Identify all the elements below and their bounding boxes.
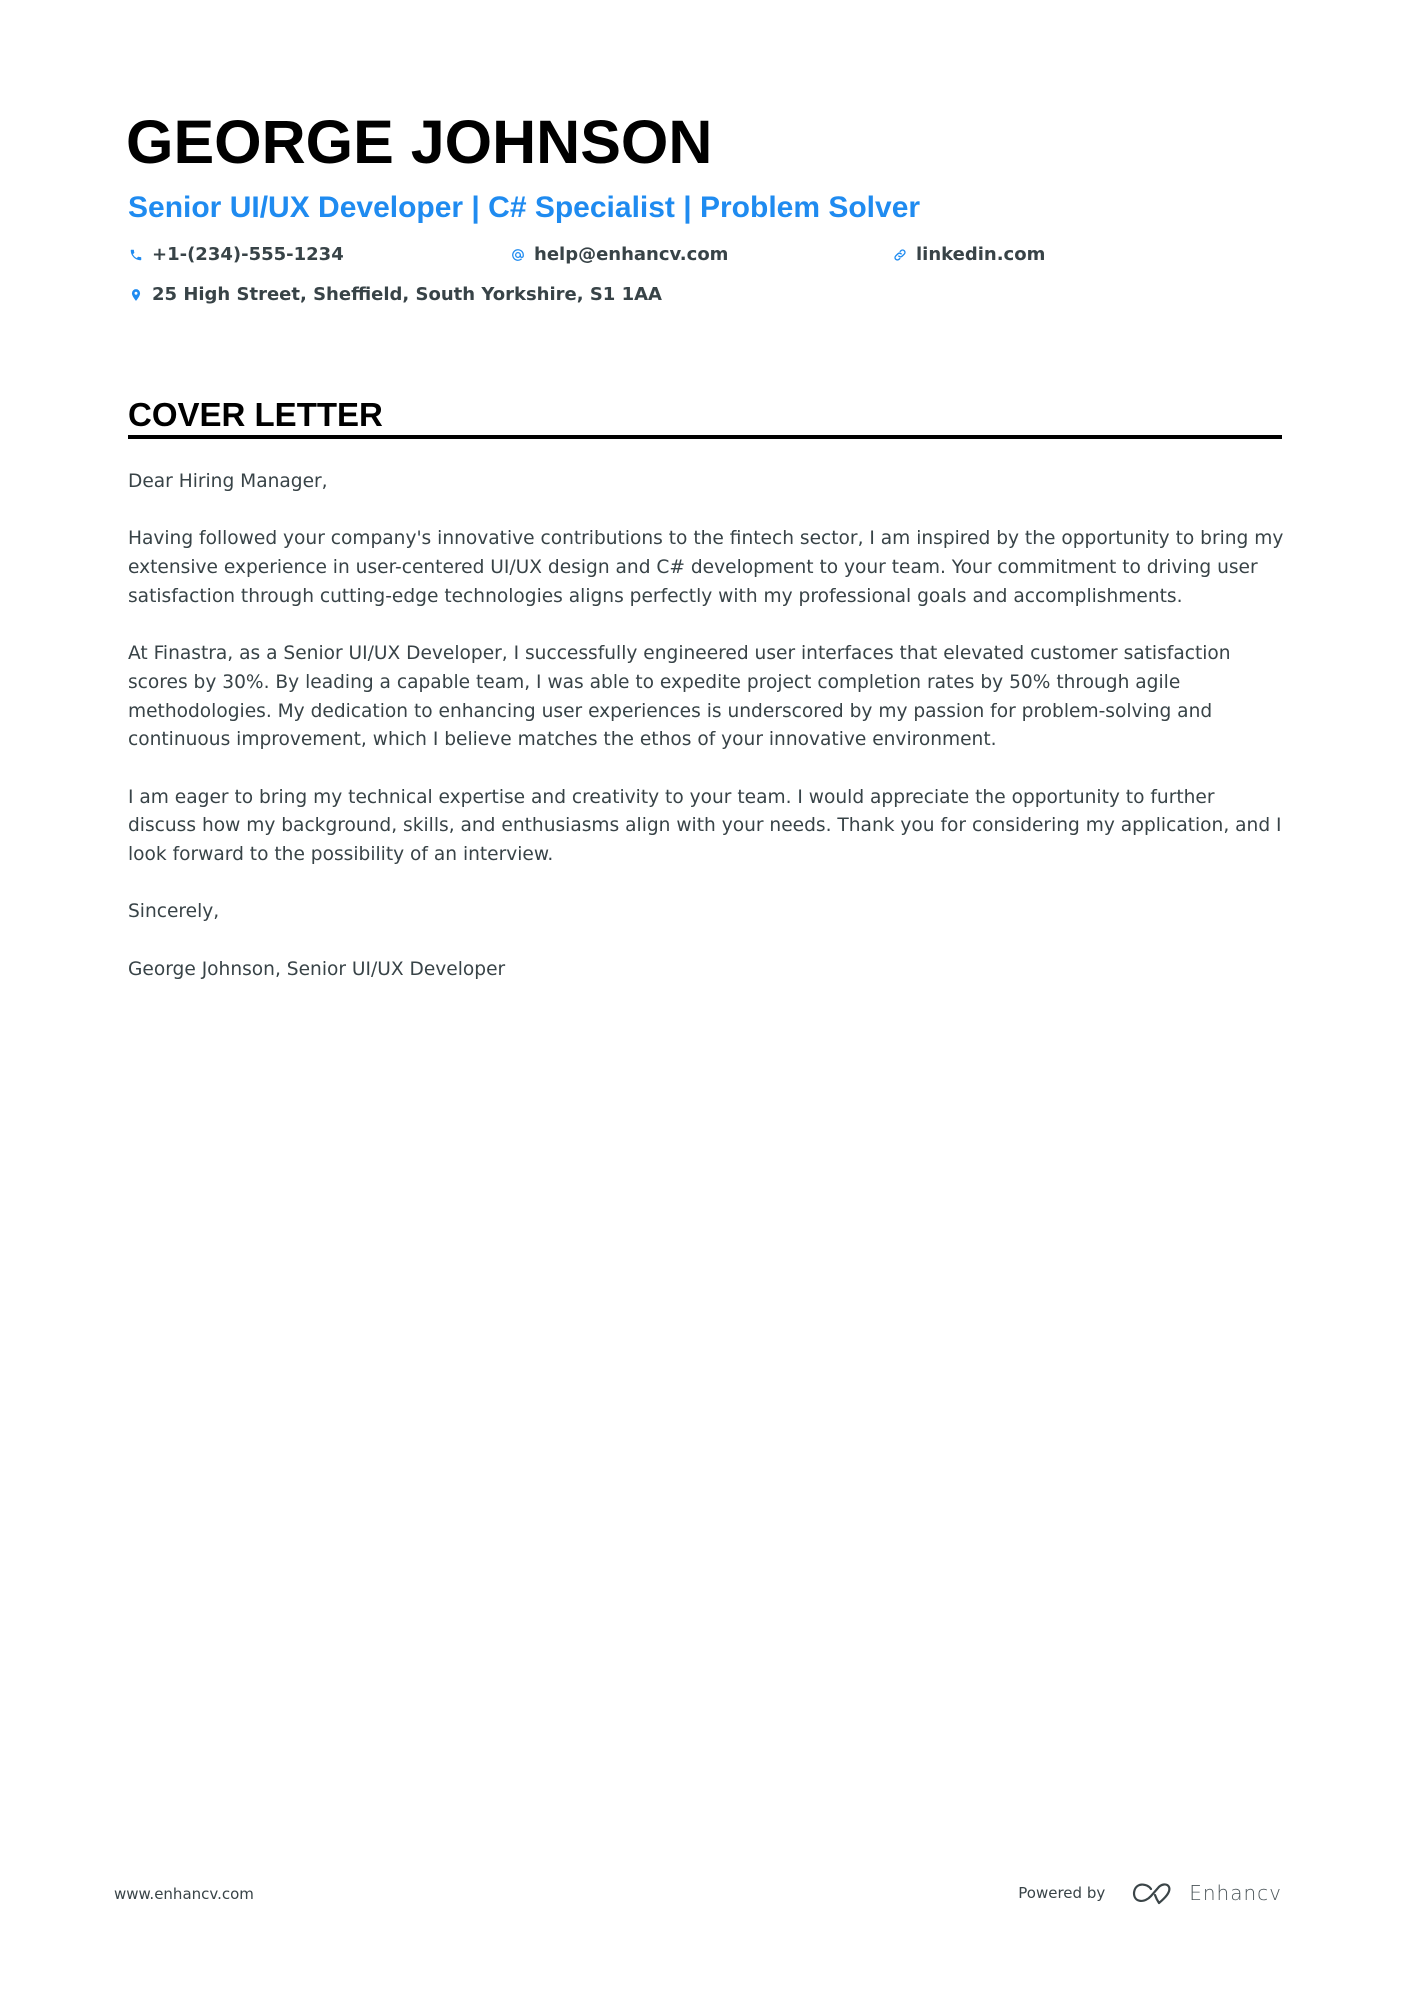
powered-by-label: Powered by [1018,1884,1106,1902]
applicant-name: GEORGE JOHNSON [126,108,713,176]
footer-branding[interactable] [1018,1880,1282,1906]
applicant-headline: Senior UI/UX Developer | C# Specialist | Problem Solver [128,191,921,224]
contact-linkedin[interactable] [892,246,1045,264]
section-title: COVER LETTER [128,396,383,433]
letter-body [128,468,1288,1013]
contact-email[interactable] [510,246,728,264]
letter-closing: Sincerely, [128,901,220,923]
letter-paragraph: Having followed your company's innovative contributions to the fintech sector, I am inspired by the opportunity to bring my extensive experience in user-centered UI/UX design and C# development to your team. Your commitment to driving user satisfaction through cutting-edge technologies aligns perfectly with my professional goals and accomplishments. [128,528,1284,607]
contact-address [128,286,662,304]
footer-website-link[interactable]: www.enhancv.com [114,1885,254,1903]
section-divider [128,435,1282,439]
enhancv-logo-icon [1131,1880,1177,1906]
location-pin-icon [128,286,144,304]
contact-phone [128,246,344,264]
linkedin-link[interactable]: linkedin.com [916,244,1046,265]
brand-name: Enhancv [1189,1881,1282,1905]
letter-greeting: Dear Hiring Manager, [128,471,328,492]
letter-paragraph: At Finastra, as a Senior UI/UX Developer, I successfully engineered user interfaces that elevated customer satisfaction scores by 30%. By leading a capable team, I was able to expedite project completion rates by 50% through agile methodologies. My dedication to enhancing user experiences is underscored by my passion for problem-solving and continuous improvement, which I believe matches the ethos of your innovative environment. [128,643,1231,751]
letter-paragraph: I am eager to bring my technical expertise and creativity to your team. I would appreciate the opportunity to further discuss how my background, skills, and enthusiasms align with your needs. Thank you for considering my application, and I look forward to the possibility of an interview. [128,786,1282,866]
email-link[interactable]: help@enhancv.com [534,244,729,265]
phone-text: +1-(234)-555-1234 [152,244,344,265]
at-icon [510,246,526,264]
phone-icon [128,246,144,264]
link-icon [892,246,908,264]
address-text: 25 High Street, Sheffield, South Yorkshire, S1 1AA [152,284,662,305]
letter-signature: George Johnson, Senior UI/UX Developer [128,958,506,980]
